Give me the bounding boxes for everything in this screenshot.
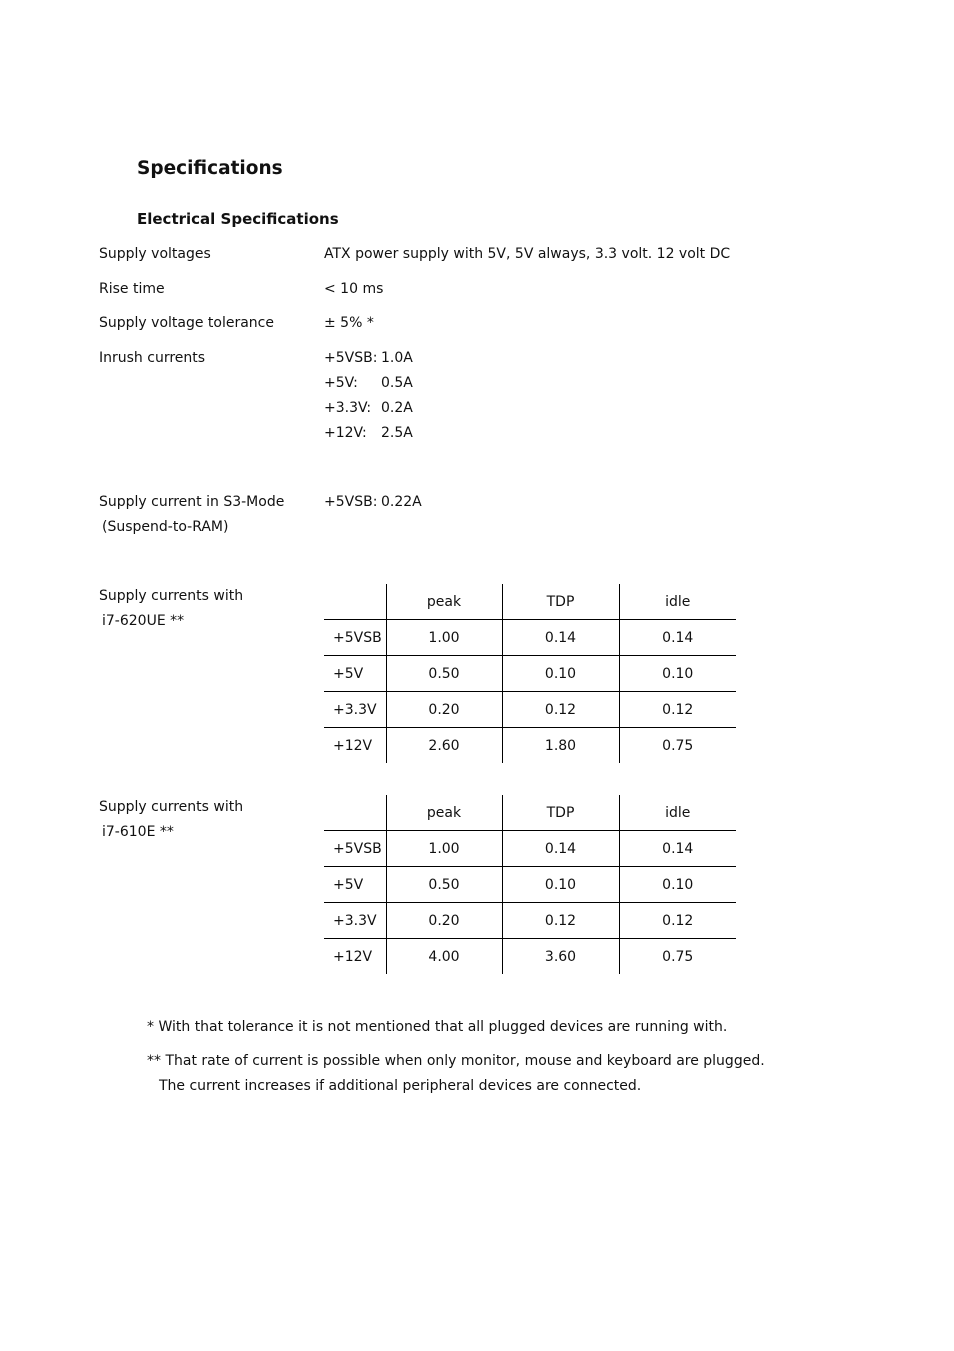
s3-mode-label-line1: Supply current in S3-Mode: [99, 494, 285, 510]
table-row: [324, 728, 736, 764]
tolerance-label: Supply voltage tolerance: [99, 315, 274, 331]
table1-label-line1: Supply currents with: [99, 588, 244, 604]
table-cell: 0.50: [386, 867, 502, 903]
table-cell: 0.10: [502, 656, 619, 692]
rail-value: 0.22A: [381, 494, 422, 510]
table-cell: 0.14: [502, 620, 619, 656]
table-row: [324, 903, 736, 939]
inrush-item: [324, 371, 413, 396]
footnote-current-line2: The current increases if additional peripheral devices are connected.: [159, 1078, 642, 1094]
table2-label-line2: i7-610E **: [102, 824, 174, 840]
table2-label: [99, 795, 243, 845]
table-cell: 0.14: [502, 831, 619, 867]
table-cell: 0.10: [619, 656, 736, 692]
table-cell: +3.3V: [324, 692, 386, 728]
inrush-item: [324, 396, 413, 421]
header-cell: TDP: [502, 795, 619, 831]
table-row: [324, 939, 736, 975]
rail-label: +5VSB:: [324, 350, 378, 366]
table-row: [324, 831, 736, 867]
table-row: [324, 620, 736, 656]
rise-time-value: < 10 ms: [324, 281, 384, 297]
table-cell: 1.80: [502, 728, 619, 764]
table-cell: 3.60: [502, 939, 619, 975]
table-cell: +3.3V: [324, 903, 386, 939]
table-row: [324, 867, 736, 903]
table-cell: +5VSB: [324, 620, 386, 656]
inrush-values: [324, 346, 413, 446]
header-cell: peak: [386, 584, 502, 620]
supply-voltages-value: ATX power supply with 5V, 5V always, 3.3 volt. 12 volt DC: [324, 246, 731, 262]
header-cell: idle: [619, 795, 736, 831]
table-cell: +12V: [333, 737, 373, 754]
rail-value: 0.5A: [381, 375, 413, 391]
s3-mode-label-line2: (Suspend-to-RAM): [102, 519, 229, 535]
rail-value: 1.0A: [381, 350, 413, 366]
rail-label: +3.3V:: [324, 400, 372, 416]
table-cell: 0.20: [386, 903, 502, 939]
rail-value: 2.5A: [381, 425, 413, 441]
header-cell: peak: [386, 795, 502, 831]
table-cell: +5V: [324, 867, 386, 903]
table1-label: [99, 584, 243, 634]
table1-label-line2: i7-620UE **: [102, 613, 185, 629]
supply-currents-table-610e: [324, 795, 736, 974]
supply-voltages-label: Supply voltages: [99, 246, 211, 262]
rail-label: +5V:: [324, 375, 358, 391]
table-cell: 2.60: [386, 728, 502, 764]
section-heading: Electrical Specifications: [137, 210, 339, 228]
rail-value: 0.2A: [381, 400, 413, 416]
table-header-row: [324, 584, 736, 620]
table-cell: 0.10: [502, 867, 619, 903]
table-cell: +12V: [333, 948, 373, 965]
table-cell: 0.12: [502, 903, 619, 939]
table-cell: +5VSB: [324, 831, 386, 867]
s3-mode-label: [99, 490, 284, 540]
table-cell: +5V: [324, 656, 386, 692]
header-cell: TDP: [502, 584, 619, 620]
table-cell: 0.12: [619, 692, 736, 728]
table-cell: 4.00: [386, 939, 502, 975]
table-cell: 0.12: [619, 903, 736, 939]
inrush-item: [324, 421, 413, 446]
footnote-current-line1: ** That rate of current is possible when only monitor, mouse and keyboard are plugged.: [147, 1053, 765, 1069]
table-cell: 0.75: [619, 939, 736, 975]
table-cell: 0.14: [619, 620, 736, 656]
inrush-label: Inrush currents: [99, 350, 206, 366]
table-cell: 1.00: [386, 620, 502, 656]
rise-time-label: Rise time: [99, 281, 165, 297]
table-cell: 1.00: [386, 831, 502, 867]
table-cell: 0.20: [386, 692, 502, 728]
table-row: [324, 692, 736, 728]
table-cell: 0.14: [619, 831, 736, 867]
table-cell: 0.50: [386, 656, 502, 692]
table-cell: 0.10: [619, 867, 736, 903]
header-cell: [324, 584, 386, 620]
supply-currents-table-620ue: [324, 584, 736, 763]
table-header-row: [324, 795, 736, 831]
footnote-current: [147, 1049, 765, 1099]
footnote-tolerance: * With that tolerance it is not mentioned that all plugged devices are running with.: [147, 1019, 728, 1035]
table-cell: 0.75: [619, 728, 736, 764]
page-title: Specifications: [137, 158, 283, 179]
table2-label-line1: Supply currents with: [99, 799, 244, 815]
rail-label: +12V:: [324, 425, 367, 441]
table-row: [324, 656, 736, 692]
tolerance-value: ± 5% *: [324, 315, 374, 331]
rail-label: +5VSB:: [324, 494, 378, 510]
table-cell: 0.12: [502, 692, 619, 728]
header-cell: [324, 795, 386, 831]
s3-mode-value: [324, 490, 422, 515]
inrush-item: [324, 346, 413, 371]
header-cell: idle: [619, 584, 736, 620]
